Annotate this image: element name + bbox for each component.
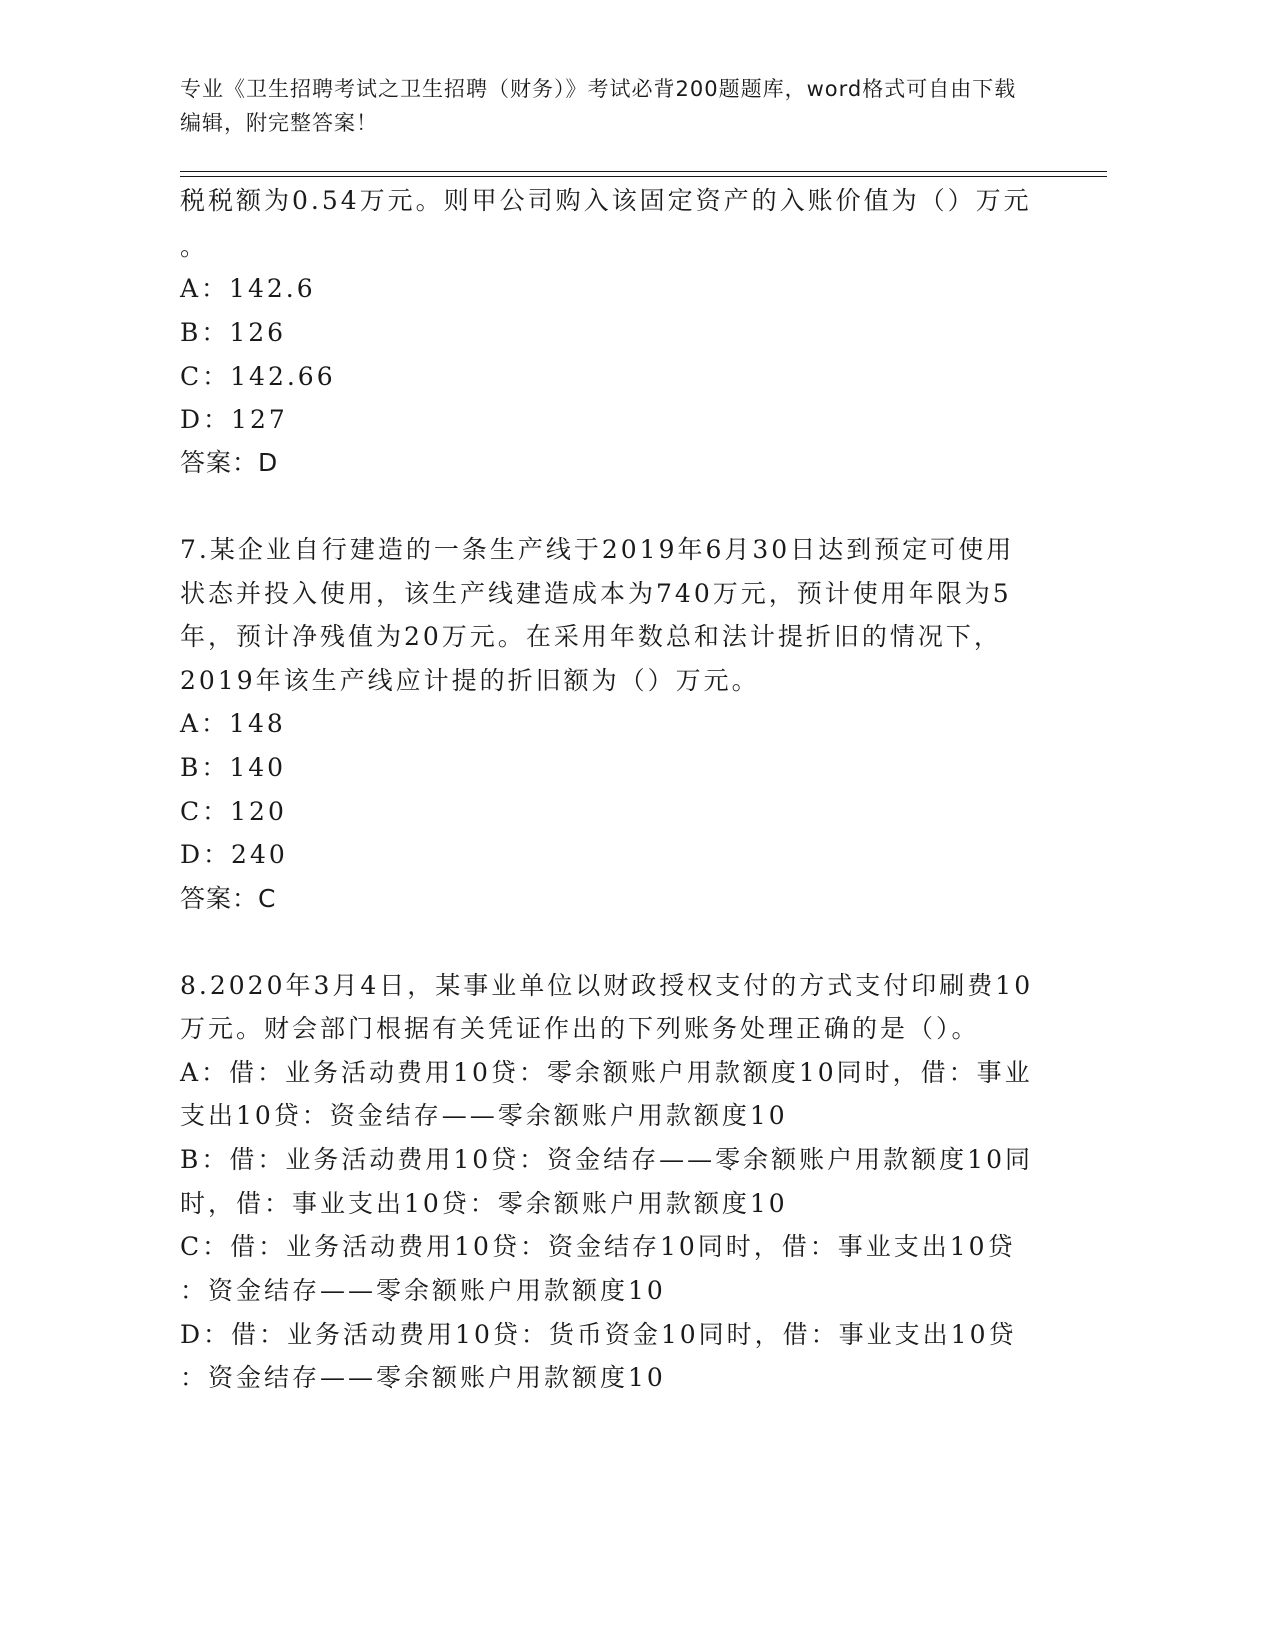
q8-option-d-line1: D：借：业务活动费用10贷：货币资金10同时，借：事业支出10贷 <box>180 1320 1017 1349</box>
q6-stem-line2: 。 <box>180 232 209 261</box>
q8-option-b-line2: 时，借：事业支出10贷：零余额账户用款额度10 <box>180 1189 788 1218</box>
q7-stem-line4: 2019年该生产线应计提的折旧额为（）万元。 <box>180 666 760 695</box>
document-header: 专业《卫生招聘考试之卫生招聘（财务）》考试必背200题题库，word格式可自由下载编辑，附完整答案！ <box>180 77 1017 135</box>
q8-option-b-line1: B：借：业务活动费用10贷：资金结存——零余额账户用款额度10同 <box>180 1145 1033 1174</box>
q7-option-a: A：148 <box>180 709 286 738</box>
q6-option-a: A：142.6 <box>180 274 316 303</box>
q7-answer: 答案：C <box>180 884 277 913</box>
q6-option-c: C：142.66 <box>180 362 336 391</box>
q8-option-a-line2: 支出10贷：资金结存——零余额账户用款额度10 <box>180 1101 788 1130</box>
q8-option-c-line1: C：借：业务活动费用10贷：资金结存10同时，借：事业支出10贷 <box>180 1232 1016 1261</box>
header-divider-top <box>180 171 1107 172</box>
q7-stem-line3: 年，预计净残值为20万元。在采用年数总和法计提折旧的情况下， <box>180 622 1002 651</box>
q7-stem-line2: 状态并投入使用，该生产线建造成本为740万元，预计使用年限为5 <box>180 579 1012 608</box>
q6-stem-line1: 税税额为0.54万元。则甲公司购入该固定资产的入账价值为（）万元 <box>180 186 1032 215</box>
q6-option-b: B：126 <box>180 318 287 347</box>
q8-option-c-line2: ：资金结存——零余额账户用款额度10 <box>180 1276 666 1305</box>
q8-option-a-line1: A：借：业务活动费用10贷：零余额账户用款额度10同时，借：事业 <box>180 1058 1033 1087</box>
q6-answer: 答案：D <box>180 448 279 477</box>
q8-stem-line2: 万元。财会部门根据有关凭证作出的下列账务处理正确的是（）。 <box>180 1014 980 1043</box>
q6-option-d: D：127 <box>180 405 288 434</box>
q8-stem-line1: 8.2020年3月4日，某事业单位以财政授权支付的方式支付印刷费10 <box>180 971 1034 1000</box>
q8-option-d-line2: ：资金结存——零余额账户用款额度10 <box>180 1363 666 1392</box>
header-divider-bottom <box>180 176 1107 177</box>
q7-stem-line1: 7.某企业自行建造的一条生产线于2019年6月30日达到预定可使用 <box>180 535 1015 564</box>
q7-option-d: D：240 <box>180 840 288 869</box>
q7-option-c: C：120 <box>180 797 287 826</box>
q7-option-b: B：140 <box>180 753 287 782</box>
